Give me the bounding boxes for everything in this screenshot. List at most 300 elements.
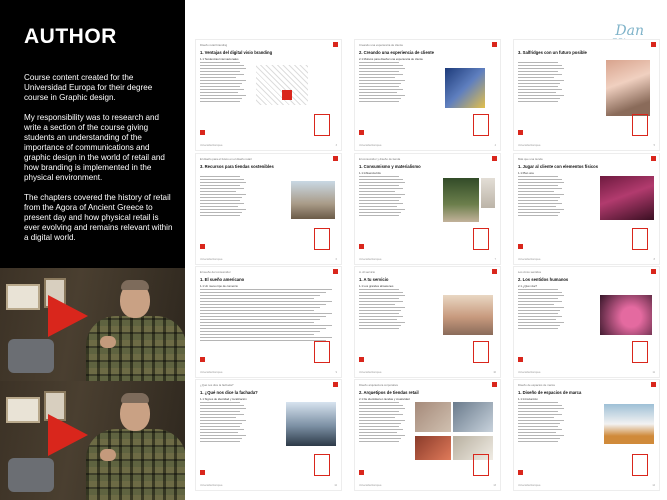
play-icon[interactable] [48, 414, 88, 456]
text-line [518, 203, 562, 204]
text-line [518, 212, 560, 213]
text-line [359, 438, 401, 439]
video-thumbnail[interactable] [0, 381, 185, 500]
slide-title: 1. Ventajas del digital visio branding [200, 50, 273, 55]
text-line [518, 322, 564, 323]
text-line [359, 328, 399, 329]
brand-square-icon [518, 244, 523, 249]
slide-body-text [200, 402, 246, 444]
text-line [518, 179, 562, 180]
author-paragraph: Course content created for the Universidad Europa for their degree course in Graphic design. [24, 73, 153, 102]
decorative-frame [473, 341, 489, 363]
slide-image [445, 68, 485, 108]
text-line [359, 435, 405, 436]
text-line [359, 325, 401, 326]
slide-footer: Universidad Europea [200, 371, 223, 374]
text-line [359, 182, 405, 183]
decorative-frame [314, 114, 330, 136]
text-line [200, 89, 244, 90]
author-paragraph: My responsibility was to research and write a section of the course giving students an understanding of the importance of communications and graphic design in the world of retail and how branding is implemented in the physical environment. [24, 113, 165, 182]
slide-title: 1. A tu servicio [359, 277, 389, 282]
slide-body-text [359, 176, 405, 218]
slide-title: 1. El sueño americano [200, 277, 245, 282]
slide-image [453, 402, 493, 432]
text-line [359, 295, 405, 296]
slide-image [415, 436, 451, 460]
text-line [200, 417, 236, 418]
slide-header: Creando una experiencia de cliente [359, 43, 404, 47]
slide-grid [196, 40, 667, 500]
text-line [359, 203, 403, 204]
text-line [359, 89, 403, 90]
text-line [359, 83, 401, 84]
slide-subtitle: 2.1 ¿Qué vive? [518, 284, 537, 288]
page-number: 4 [494, 144, 496, 147]
slide-footer: Universidad Europea [518, 144, 541, 147]
brand-tag-icon [651, 156, 656, 161]
text-line [200, 83, 242, 84]
slide-thumbnail[interactable] [196, 267, 341, 377]
text-line [518, 185, 558, 186]
text-line [200, 292, 326, 293]
brand-square-icon [518, 130, 523, 135]
page-number: 3 [335, 144, 337, 147]
text-line [359, 191, 395, 192]
slide-body-text [200, 62, 246, 104]
brand-square-icon [518, 357, 523, 362]
text-line [359, 289, 399, 290]
text-line [359, 206, 397, 207]
text-line [200, 86, 240, 87]
slide-footer: Universidad Europea [200, 144, 223, 147]
slide-image [604, 404, 654, 444]
slide-body-text [359, 62, 405, 104]
slide-body-text [518, 289, 564, 331]
slide-header: El consumidor y diseño de tienda [359, 157, 401, 161]
text-line [518, 188, 562, 189]
text-line [200, 432, 238, 433]
text-line [200, 95, 246, 96]
text-line [200, 71, 240, 72]
text-line [359, 429, 403, 430]
slide-subtitle: 1.1 Plan una [518, 171, 534, 175]
text-line [200, 408, 246, 409]
slide-thumbnail[interactable] [514, 40, 659, 150]
text-line [359, 292, 403, 293]
page-number: 7 [494, 258, 496, 261]
text-line [200, 411, 240, 412]
text-line [200, 68, 246, 69]
text-line [200, 77, 236, 78]
text-line [359, 176, 399, 177]
slide-title: 1. ¿Qué nos dice la fachada? [200, 390, 258, 395]
text-line [200, 188, 244, 189]
slide-header: El diseño para el futuro en el diseño retail [200, 157, 252, 161]
text-line [200, 289, 332, 290]
page-number: 9 [335, 371, 337, 374]
text-line [518, 301, 562, 302]
brand-square-icon [200, 357, 205, 362]
slide-title: 1. Diseño de espacios de marca [518, 390, 582, 395]
slide-header: Diseño de espacios de marca [518, 383, 555, 387]
text-line [359, 432, 397, 433]
text-line [200, 331, 320, 332]
text-line [359, 194, 405, 195]
slide-image [443, 295, 493, 335]
text-line [359, 408, 405, 409]
slide-thumbnail[interactable] [355, 380, 500, 490]
page-number: 6 [335, 258, 337, 261]
text-line [518, 429, 562, 430]
presenter-hair [121, 280, 149, 290]
slide-subtitle: 1.1 Introducción [518, 397, 538, 401]
text-line [200, 200, 240, 201]
text-line [200, 423, 242, 424]
text-line [359, 212, 401, 213]
slide-footer: Universidad Europea [359, 484, 382, 487]
slide-image [600, 176, 654, 220]
text-line [518, 197, 560, 198]
text-line [518, 435, 564, 436]
decorative-frame [314, 454, 330, 476]
text-line [518, 313, 558, 314]
text-line [518, 200, 558, 201]
text-line [200, 337, 332, 338]
text-line [200, 325, 332, 326]
text-line [518, 206, 556, 207]
text-line [518, 95, 564, 96]
text-line [518, 194, 564, 195]
slide-thumbnail[interactable] [355, 154, 500, 264]
play-icon[interactable] [48, 295, 88, 337]
text-line [200, 295, 320, 296]
slide-header: ¿Qué nos dice la fachada? [200, 383, 234, 387]
brand-tag-icon [492, 42, 497, 47]
text-line [200, 176, 240, 177]
slide-thumbnail[interactable] [355, 267, 500, 377]
text-line [359, 65, 403, 66]
slide-footer: Universidad Europea [200, 484, 223, 487]
presenter-hand [100, 336, 116, 348]
text-line [359, 420, 405, 421]
text-line [518, 65, 562, 66]
slide-body-text [359, 402, 405, 444]
text-line [518, 182, 564, 183]
text-line [200, 420, 246, 421]
brand-tag-icon [492, 382, 497, 387]
slide-subtitle: 1.1 Los grandes almacenes [359, 284, 394, 288]
brand-tag-icon [651, 42, 656, 47]
decorative-frame [632, 114, 648, 136]
text-line [200, 179, 244, 180]
page-number: 13 [493, 484, 496, 487]
text-line [359, 92, 397, 93]
text-line [518, 215, 558, 216]
slide-thumbnail[interactable] [196, 380, 341, 490]
text-line [518, 298, 558, 299]
slide-image [286, 402, 336, 446]
brand-tag-icon [333, 269, 338, 274]
text-line [518, 86, 558, 87]
text-line [200, 65, 244, 66]
text-line [518, 68, 564, 69]
text-line [518, 316, 562, 317]
text-line [359, 319, 397, 320]
text-line [359, 179, 403, 180]
text-line [518, 420, 564, 421]
text-line [518, 441, 558, 442]
slide-image [481, 178, 495, 208]
text-line [359, 316, 403, 317]
text-line [518, 423, 560, 424]
text-line [518, 98, 560, 99]
text-line [200, 402, 240, 403]
text-line [518, 304, 554, 305]
brand-square-icon [359, 244, 364, 249]
brand-square-icon [200, 130, 205, 135]
slide-body-text [518, 176, 564, 218]
text-line [200, 405, 244, 406]
decorative-frame [473, 114, 489, 136]
page-number: 8 [653, 258, 655, 261]
slide-body-text [518, 402, 564, 444]
text-line [359, 402, 399, 403]
presenter-body [86, 429, 185, 500]
text-line [359, 307, 405, 308]
text-line [359, 86, 399, 87]
text-line [518, 325, 560, 326]
text-line [359, 95, 405, 96]
slide-subtitle: 1.1 Tendencias Internacionales [200, 57, 239, 61]
slide-title: 2. Creando una experiencia de cliente [359, 50, 434, 55]
slide-body-text [200, 289, 332, 343]
text-line [359, 62, 399, 63]
slide-header: Diseño arquitectura corporativa [359, 383, 398, 387]
slide-subtitle: 1.1 Signos de identidad y localización [200, 397, 247, 401]
slide-header: Diseño retail branding [200, 43, 228, 47]
text-line [518, 414, 562, 415]
slide-footer: Universidad Europea [359, 371, 382, 374]
text-line [359, 313, 399, 314]
text-line [200, 194, 246, 195]
slide-title: 3. Recursos para tiendas sostenibles [200, 164, 274, 169]
text-line [200, 209, 246, 210]
slide-footer: Universidad Europea [200, 258, 223, 261]
text-line [518, 191, 554, 192]
presenter-hair [121, 393, 149, 403]
slide-subtitle: 2.1 Motivos para diseñar una experiencia de cliente [359, 57, 423, 61]
slide-body-text [359, 289, 405, 331]
text-line [200, 441, 240, 442]
brand-tag-icon [333, 42, 338, 47]
text-line [518, 176, 558, 177]
slide-subtitle: 1.1 Influencia bits [359, 171, 381, 175]
wall-picture [6, 397, 40, 423]
brand-tag-icon [651, 382, 656, 387]
text-line [518, 292, 562, 293]
slide-header: Los cinco sentidos [518, 270, 542, 274]
text-line [200, 206, 238, 207]
text-line [200, 310, 314, 311]
text-line [200, 92, 238, 93]
text-line [200, 304, 326, 305]
brand-tag-icon [651, 269, 656, 274]
text-line [359, 417, 395, 418]
text-line [200, 203, 244, 204]
brand-square-icon [359, 130, 364, 135]
text-line [518, 74, 562, 75]
text-line [359, 80, 405, 81]
text-line [359, 77, 395, 78]
text-line [200, 340, 326, 341]
slide-image [443, 178, 479, 222]
slide-thumbnail[interactable] [196, 40, 341, 150]
page-number: 14 [652, 484, 655, 487]
video-thumbnail[interactable] [0, 268, 185, 381]
text-line [518, 92, 556, 93]
text-line [518, 209, 564, 210]
text-line [200, 435, 246, 436]
slide-title: 2. Los sentidos humanos [518, 277, 569, 282]
text-line [518, 89, 562, 90]
text-line [359, 298, 399, 299]
slide-thumbnail[interactable] [355, 40, 500, 150]
presenter-body [86, 316, 185, 381]
text-line [200, 74, 244, 75]
slide-thumbnail[interactable] [514, 154, 659, 264]
text-line [518, 62, 558, 63]
text-line [518, 411, 558, 412]
wall-picture [6, 284, 40, 310]
text-line [359, 301, 403, 302]
text-line [200, 197, 242, 198]
slide-title: 1. Consumismo y materialismo [359, 164, 421, 169]
text-line [359, 411, 399, 412]
text-line [200, 414, 244, 415]
text-line [359, 215, 399, 216]
slide-footer: Universidad Europea [518, 258, 541, 261]
slide-image [415, 402, 451, 432]
page-number: 10 [493, 371, 496, 374]
brand-square-icon [518, 470, 523, 475]
text-line [359, 188, 403, 189]
slide-body-text [200, 176, 246, 218]
decorative-frame [314, 341, 330, 363]
text-line [359, 197, 401, 198]
text-line [359, 426, 399, 427]
brand-tag-icon [492, 269, 497, 274]
text-line [200, 301, 332, 302]
text-line [200, 101, 240, 102]
text-line [200, 80, 246, 81]
author-paragraph: The chapters covered the history of retail from the Agora of Ancient Greece to present day and how physical retail is ever evolving and remains relevant within a digital world. [24, 193, 173, 242]
text-line [518, 408, 564, 409]
text-line [518, 80, 564, 81]
text-line [200, 182, 246, 183]
text-line [518, 438, 560, 439]
text-line [359, 101, 399, 102]
slide-image [291, 181, 335, 219]
text-line [359, 209, 405, 210]
text-line [518, 319, 556, 320]
text-line [518, 77, 554, 78]
text-line [359, 74, 403, 75]
text-line [200, 328, 326, 329]
text-line [359, 310, 401, 311]
slide-image [606, 60, 650, 116]
text-line [518, 71, 558, 72]
author-panel [0, 0, 185, 268]
brand-tag-icon [333, 156, 338, 161]
slide-header: A. Al servicio [359, 270, 376, 274]
slide-image [600, 295, 652, 335]
text-line [200, 429, 244, 430]
text-line [200, 438, 242, 439]
text-line [359, 71, 399, 72]
text-line [200, 185, 240, 186]
text-line [200, 191, 236, 192]
text-line [359, 98, 401, 99]
author-heading: AUTHOR [24, 25, 117, 48]
page-number: 11 [652, 371, 655, 374]
text-line [518, 405, 562, 406]
text-line [359, 304, 395, 305]
decorative-frame [632, 454, 648, 476]
slide-thumbnail[interactable] [514, 267, 659, 377]
slide-footer: Universidad Europea [518, 484, 541, 487]
text-line [200, 316, 326, 317]
text-line [518, 101, 558, 102]
signature-name: Dan [615, 23, 644, 39]
slide-thumbnail[interactable] [514, 380, 659, 490]
text-line [200, 334, 314, 335]
text-line [518, 310, 560, 311]
slide-thumbnail[interactable] [196, 154, 341, 264]
cushion [8, 458, 54, 492]
text-line [200, 215, 240, 216]
slide-title: 3. Salfridges con un futuro posible [518, 50, 587, 55]
brand-square-icon [359, 470, 364, 475]
text-line [359, 441, 399, 442]
slide-subtitle: 2.1 De identidad en tiendas y creatividad [359, 397, 410, 401]
text-line [518, 432, 556, 433]
slide-subtitle: 1.1 Un nuevo tipo de comercio [200, 284, 238, 288]
text-line [518, 417, 554, 418]
text-line [359, 414, 403, 415]
slide-image [282, 90, 292, 100]
text-line [359, 185, 399, 186]
decorative-frame [473, 454, 489, 476]
text-line [200, 62, 240, 63]
text-line [518, 83, 560, 84]
decorative-frame [632, 228, 648, 250]
brand-square-icon [200, 244, 205, 249]
text-line [359, 423, 401, 424]
text-line [518, 328, 558, 329]
text-line [518, 426, 558, 427]
decorative-frame [314, 228, 330, 250]
text-line [200, 298, 314, 299]
page-number: 12 [334, 484, 337, 487]
slide-header: El sueño del consumidor [200, 270, 231, 274]
text-line [200, 98, 242, 99]
slide-footer: Universidad Europea [518, 371, 541, 374]
text-line [200, 319, 320, 320]
author-description [24, 73, 174, 253]
page-number: 5 [653, 144, 655, 147]
text-line [359, 68, 405, 69]
text-line [359, 200, 399, 201]
